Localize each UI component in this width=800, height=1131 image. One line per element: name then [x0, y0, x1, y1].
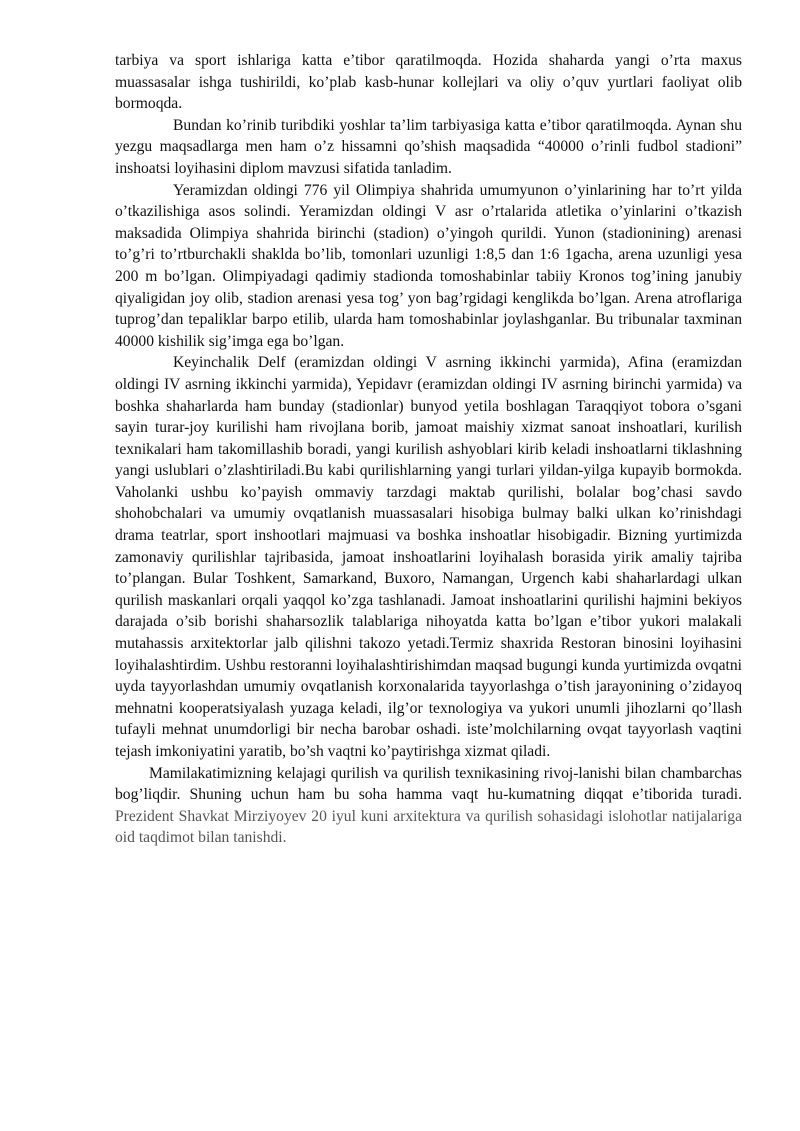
paragraph-olympia-history: Yeramizdan oldingi 776 yil Olimpiya shahrida umumyunon o’yinlarining har to’rt yilda o’tkazilishiga asos solindi. Yeramizdan oldingi V asr o’rtalarida atletika o’yinlarini o’tkazish maksadida Olimpiya shahrida birinchi (stadion) o’yingoh qurildi. Yunon (stadionining) arenasi to’g’ri to’rtburchakli shaklda bo’lib, tomonlari uzunligi 1:8,5 dan 1:6 1gacha, arena uzunligi yesa 200 m bo’lgan. Olimpiyadagi qadimiy stadionda tomoshabinlar tabiiy Kronos tog’ining janubiy qiyaligidan joy olib, stadion arenasi yesa tog’ yon bag’rgidagi kenglikda bo’lgan. Arena atroflariga tuprog’dan tepaliklar barpo etilib, ularda ham tomoshabinlar joylashganlar. Bu tribunalar taxminan 40000 kishilik sig’imga ega bo’lgan. [115, 181, 742, 350]
paragraph-construction-future [115, 763, 742, 849]
paragraph-thesis-topic: Bundan ko’rinib turibdiki yoshlar ta’lim tarbiyasiga katta e’tibor qaratilmoqda. Aynan shu yezgu maqsadlarga men ham o’z hissamni qo’shish maqsadida “40000 o’rinli fudbol stadioni” inshoatsi loyihasini diplom mavzusi sifatida tanladim. [115, 116, 742, 177]
paragraph-stadium-development: Keyinchalik Delf (eramizdan oldingi V asrning ikkinchi yarmida), Afina (eramizdan oldingi IV asrning ikkinchi yarmida), Yepidavr (eramizdan oldingi IV asrning birinchi yarmida) va boshka shaharlarda ham bunday (stadionlar) bunyod yetila boshlagan Taraqqiyot tobora o’sgani sayin turar-joy kurilishi ham rivojlana borib, jamoat maishiy xizmat sanoat inshoatlari, kurilish texnikalari ham takomillashib boradi, yangi kurilish ashyoblari kirib keladi inshoatlarni tiklashning yangi uslublari o’zlashtiriladi.Bu kabi qurilishlarning yangi turlari yildan-yilga kupayib bormokda. Vaholanki ushbu ko’payish ommaviy tarzdagi maktab qurilishi, bolalar bog’chasi savdo shohobchalari va umumiy ovqatlanish muassasalari hisobiga bulmay balki ulkan ko’rinishdagi drama teatrlar, sport inshootlari majmuasi va boshka inshoatlar hisobigadir. Bizning yurtimizda zamonaviy qurilishlar tajribasida, jamoat inshoatlarini loyihalash borasida yirik amaliy tajriba to’plangan. Bular Toshkent, Samarkand, Buxoro, Namangan, Urgench kabi shaharlardagi ulkan qurilish maskanlari orqali yaqqol ko’zga tashlanadi. Jamoat inshoatlarini qurilishi hajmini bekiyos darajada o’sib borishi shaharsozlik talablariga nihoyatda katta bo’lgan e’tibor yukori malakali mutahassis arxitektorlar jalb qilishni takozo yetadi.Termiz shaxrida Restoran binosini loyihasini loyihalashtirdim. Ushbu restoranni loyihalashtirishimdan maqsad bugungi kunda yurtimizda ovqatni uyda tayyorlashdan umumiy ovqatlanish korxonalarida tayyorlashga o’tish jarayonining o’zidayoq mehnatni kooperatsiyalash yuzaga keladi, ilg’or texnologiya va yukori unumli jihozlarni qo’llash tufayli mehnat unumdorligi bir necha barobar oshadi. iste’molchilarning ovqat tayyorlash vaqtini tejash imkoniyatini yaratib, bo’sh vaqtni ko’paytirishga xizmat qiladi. [115, 354, 742, 760]
president-news-text: Prezident Shavkat Mirziyoyev 20 iyul kuni arxitektura va qurilish sohasidagi islohotlar natijalariga oid taqdimot bilan tanishdi. [115, 807, 742, 847]
construction-text: Mamilakatimizning kelajagi qurilish va qurilish texnikasining rivoj-lanishi bilan chambarchas bog’liqdir. Shuning uchun ham bu soha hamma vaqt hu-kumatning diqqat e’tiborida turadi. [115, 764, 742, 804]
paragraph-intro: tarbiya va sport ishlariga katta e’tibor qaratilmoqda. Hozida shaharda yangi o’rta maxus muassasalar ishga tushirildi, ko’plab kasb-hunar kollejlari va oliy o’quv yurtlari faoliyat olib bormoqda. [115, 52, 742, 113]
document-page [115, 50, 742, 849]
